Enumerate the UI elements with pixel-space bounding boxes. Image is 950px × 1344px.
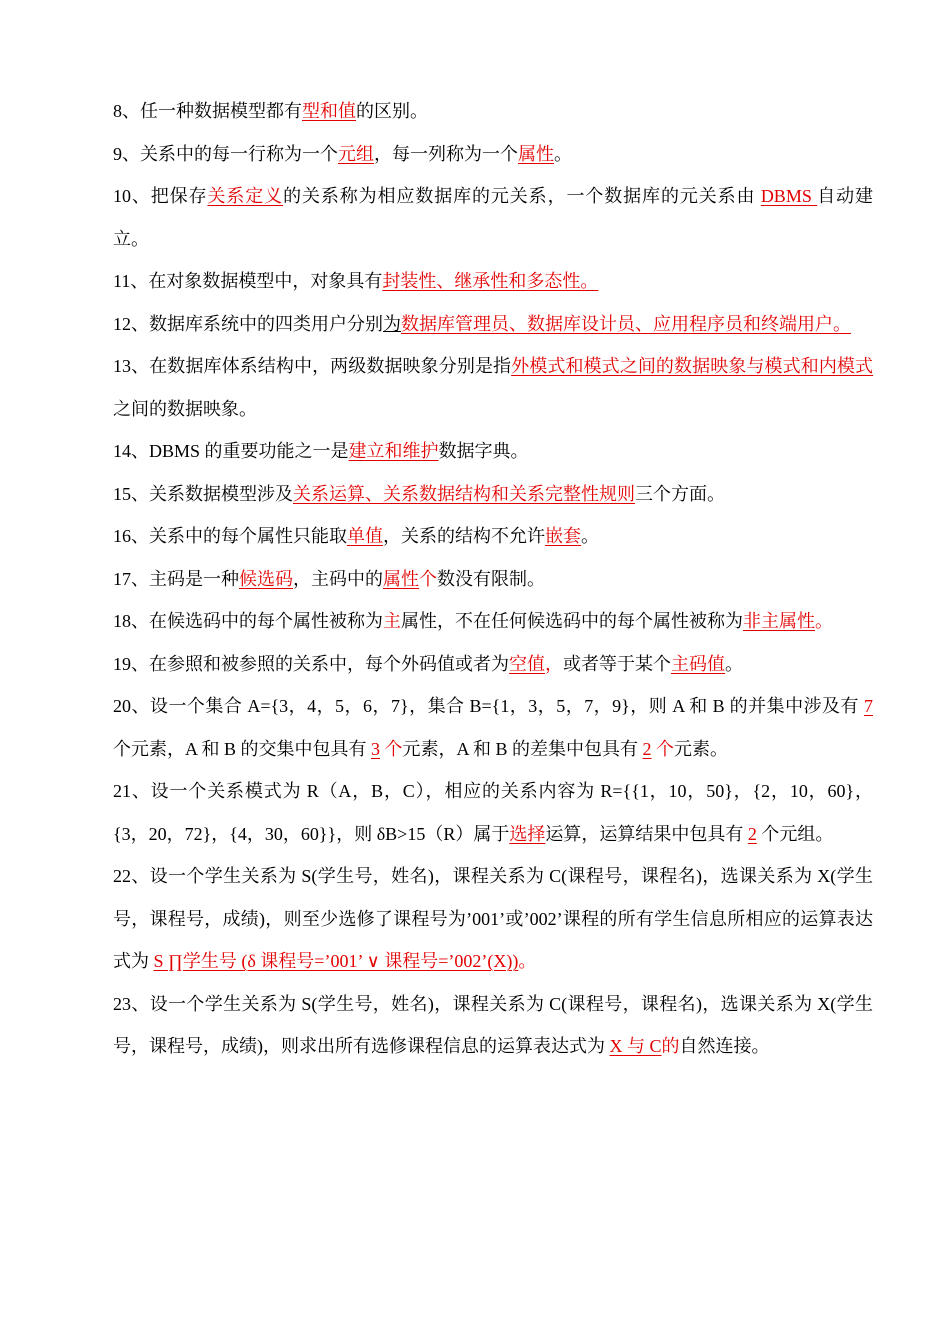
answer-text: 7 bbox=[864, 696, 874, 716]
question-list bbox=[113, 90, 873, 1068]
question-text: 的区别。 bbox=[356, 101, 428, 121]
question-text: ，关系的结构不允许 bbox=[383, 526, 545, 546]
answer-text: S ∏学生号 (δ 课程号=’001’ ∨ 课程号=’002’(X)) bbox=[153, 951, 519, 971]
answer-text: 封装性、继承性和多态性。 bbox=[382, 271, 599, 291]
question-text: 数据字典。 bbox=[438, 441, 529, 461]
answer-text: 2 bbox=[642, 738, 652, 759]
answer-text: 候选码 bbox=[239, 568, 293, 589]
question-item bbox=[113, 90, 873, 133]
question-text: 11、在对象数据模型中，对象具有 bbox=[113, 271, 383, 291]
question-text: 运算，运算结果中包具有 bbox=[545, 823, 748, 844]
question-item bbox=[113, 643, 873, 686]
question-text: 。 bbox=[581, 526, 599, 546]
answer-text: 。 bbox=[518, 951, 537, 971]
question-text: 9、关系中的每一行称为一个 bbox=[113, 143, 338, 164]
question-text: 个元素，A 和 B 的交集中包具有 bbox=[113, 738, 372, 759]
answer-text: 个 bbox=[651, 738, 675, 759]
question-item bbox=[113, 983, 873, 1068]
question-text: 19、在参照和被参照的关系中，每个外码值或者为 bbox=[113, 653, 509, 674]
question-text: ，每一列称为一个 bbox=[374, 143, 518, 164]
question-text: 之间的数据映象。 bbox=[113, 398, 257, 419]
answer-text: 数据库管理员、数据库设计员、应用程序员和终端用户。 bbox=[401, 313, 851, 334]
question-text: 16、关系中的每个属性只能取 bbox=[113, 526, 347, 546]
question-item bbox=[113, 473, 873, 516]
question-item bbox=[113, 515, 873, 558]
answer-text: 3 bbox=[371, 738, 381, 759]
answer-text: 建立和维护 bbox=[348, 441, 439, 461]
answer-text: 关系定义 bbox=[207, 186, 284, 206]
question-text: 20、设一个集合 A={3，4，5，6，7}，集合 B={1，3，5，7，9}，则 A 和 B 的并集中涉及有 bbox=[113, 696, 865, 716]
question-text: 。 bbox=[725, 653, 743, 674]
question-text: 的关系称为相应数据库的元关系，一个数据库的元关系由 bbox=[283, 186, 761, 206]
answer-text: 的 bbox=[661, 1036, 680, 1056]
answer-text: 主 bbox=[383, 611, 401, 631]
question-item bbox=[113, 303, 873, 346]
question-text: 17、主码是一种 bbox=[113, 568, 239, 589]
question-text: 元素，A 和 B 的差集中包具有 bbox=[402, 738, 643, 759]
question-item bbox=[113, 685, 873, 770]
answer-text: 个 bbox=[419, 568, 437, 589]
blank-underline: 为 bbox=[383, 313, 401, 334]
question-text: 自然连接。 bbox=[679, 1036, 770, 1056]
question-text: 21、设一个关系模式为 R（A，B，C），相应的关系内容为 R={{1，10，50}，{2，10，60}，{3，20，72}，{4，30，60}}，则 δB>15（R）属于 bbox=[113, 781, 873, 844]
answer-text: 元组 bbox=[338, 143, 374, 164]
question-text: 22、设一个学生关系为 S(学生号，姓名)，课程关系为 C(课程号，课程名)，选课关系为 X(学生号，课程号，成绩)，则至少选修了课程号为’001’或’002’课程的所有学生信息所相应的运算表达式为 bbox=[113, 866, 873, 971]
question-text: 15、关系数据模型涉及 bbox=[113, 483, 293, 504]
question-text: 14、DBMS 的重要功能之一是 bbox=[113, 441, 349, 461]
question-item bbox=[113, 133, 873, 176]
question-item bbox=[113, 430, 873, 473]
question-text: 8、任一种数据模型都有 bbox=[113, 101, 302, 121]
answer-text: 型和值 bbox=[302, 101, 356, 121]
answer-text: 属性 bbox=[383, 568, 419, 589]
question-item bbox=[113, 770, 873, 855]
answer-text: 单值 bbox=[347, 526, 383, 546]
question-item bbox=[113, 260, 873, 303]
answer-text: DBMS bbox=[760, 186, 818, 206]
answer-text: 嵌套 bbox=[545, 526, 581, 546]
answer-text: 非主属性 bbox=[743, 611, 815, 631]
answer-text: 2 bbox=[747, 823, 757, 844]
question-text: 。 bbox=[554, 143, 572, 164]
answer-text: 个 bbox=[380, 738, 403, 759]
question-text: 13、在数据库体系结构中，两级数据映象分别是指 bbox=[113, 356, 512, 376]
question-item bbox=[113, 600, 873, 643]
question-text: 属性，不在任何候选码中的每个属性被称为 bbox=[401, 611, 743, 631]
question-text: 个元组。 bbox=[756, 823, 834, 844]
answer-text: 。 bbox=[815, 611, 833, 631]
question-text: 或者等于某个 bbox=[563, 653, 671, 674]
question-text: 12、数据库系统中的四类用户分别 bbox=[113, 313, 383, 334]
answer-text: 外模式和模式之间的数据映象与模式和内模式 bbox=[511, 356, 874, 376]
answer-text: ， bbox=[545, 653, 563, 674]
question-text: 自动建立。 bbox=[113, 186, 874, 249]
answer-text: 关系运算、关系数据结构和关系完整性规则 bbox=[293, 483, 635, 504]
question-text: 数没有限制。 bbox=[437, 568, 545, 589]
question-item bbox=[113, 558, 873, 601]
question-item bbox=[113, 345, 873, 430]
question-text: 18、在候选码中的每个属性被称为 bbox=[113, 611, 383, 631]
answer-text: X 与 C bbox=[609, 1036, 662, 1056]
answer-text: 属性 bbox=[518, 143, 554, 164]
answer-text: 选择 bbox=[509, 823, 546, 844]
answer-text: 主码值 bbox=[671, 653, 725, 674]
answer-text: 空值 bbox=[509, 653, 545, 674]
question-text: ，主码中的 bbox=[293, 568, 383, 589]
question-text: 元素。 bbox=[674, 738, 729, 759]
question-text: 三个方面。 bbox=[635, 483, 725, 504]
question-text: 23、设一个学生关系为 S(学生号，姓名)，课程关系为 C(课程号，课程名)，选课关系为 X(学生号，课程号，成绩)，则求出所有选修课程信息的运算表达式为 bbox=[113, 993, 873, 1056]
question-item bbox=[113, 175, 873, 260]
question-text: 10、把保存 bbox=[113, 186, 208, 206]
question-item bbox=[113, 855, 873, 983]
